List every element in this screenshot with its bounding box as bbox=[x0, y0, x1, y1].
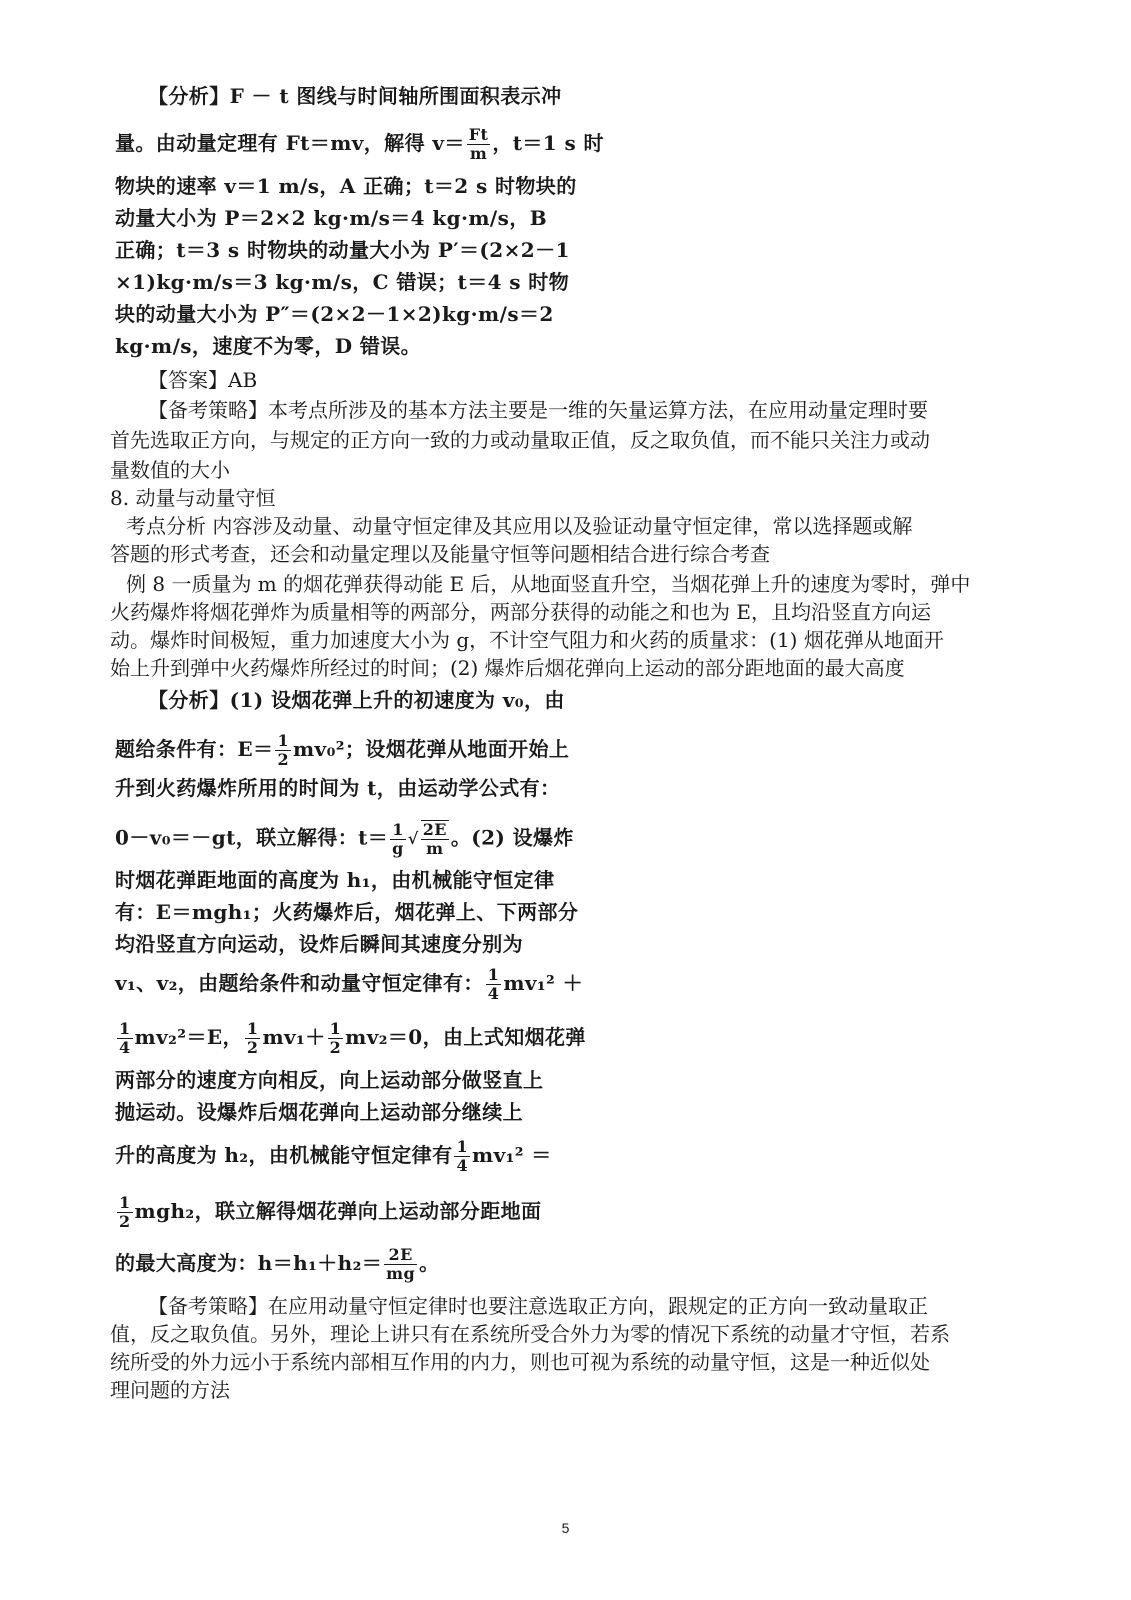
half-fraction bbox=[328, 1020, 344, 1057]
analysis1-line-4: 动量大小为 P＝2×2 kg·m/s＝4 kg·m/s，B bbox=[115, 206, 548, 230]
ft-over-m-fraction bbox=[467, 126, 491, 163]
fraction-numerator: 1 bbox=[390, 821, 406, 840]
fraction-denominator: 4 bbox=[487, 984, 500, 1003]
answer-line: 【答案】AB bbox=[148, 368, 258, 392]
fraction-numerator: 2E bbox=[384, 1246, 417, 1265]
example-line-4: 始上升到弹中火药爆炸所经过的时间；(2) 爆炸后烟花弹向上运动的部分距地面的最大高度 bbox=[110, 656, 905, 680]
analysis2-line-4 bbox=[115, 820, 574, 858]
fraction-denominator: 2 bbox=[329, 1038, 342, 1057]
fraction-numerator: 1 bbox=[456, 1137, 469, 1156]
strategy2-line-1: 【备考策略】在应用动量守恒定律时也要注意选取正方向，跟规定的正方向一致动量取正 bbox=[148, 1294, 928, 1318]
analysis1-line-3: 物块的速率 v＝1 m/s，A 正确；t＝2 s 时物块的 bbox=[115, 174, 577, 198]
fraction-numerator: 2E bbox=[422, 820, 447, 839]
strategy2-line-3: 统所受的外力远小于系统内部相互作用的内力，则也可视为系统的动量守恒，这是一种近似处 bbox=[110, 1350, 930, 1374]
analysis1-line-2-tail: ，t＝1 s 时 bbox=[492, 131, 604, 155]
analysis1-line-1: 【分析】F － t 图线与时间轴所围面积表示冲 bbox=[148, 84, 562, 108]
example-line-3: 动。爆炸时间极短，重力加速度大小为 g，不计空气阻力和火药的质量求：(1) 烟花弹从地面开 bbox=[110, 628, 944, 652]
fraction-denominator: 2 bbox=[119, 1212, 131, 1231]
fraction-denominator: 2 bbox=[246, 1038, 259, 1057]
analysis2-line-8 bbox=[115, 966, 583, 1003]
fraction-denominator: m bbox=[426, 839, 444, 858]
analysis1-line-2 bbox=[115, 126, 604, 163]
analysis2-line-9c: mv₂＝0，由上式知烟花弹 bbox=[345, 1025, 586, 1049]
fraction-numerator: 1 bbox=[119, 1019, 131, 1038]
fraction-numerator: 1 bbox=[277, 731, 289, 750]
analysis2-line-2b: mv₀²；设烟花弹从地面开始上 bbox=[293, 737, 570, 761]
analysis1-line-8: kg·m/s，速度不为零，D 错误。 bbox=[115, 334, 422, 358]
analysis2-line-14b: 。 bbox=[419, 1251, 440, 1275]
two-e-over-mg-fraction bbox=[384, 1246, 417, 1283]
analysis2-line-9 bbox=[115, 1020, 586, 1057]
analysis2-line-5: 时烟花弹距地面的高度为 h₁，由机械能守恒定律 bbox=[115, 868, 555, 892]
analysis2-line-13a: mgh₂，联立解得烟花弹向上运动部分距地面 bbox=[134, 1199, 542, 1223]
strategy2-line-4: 理问题的方法 bbox=[110, 1378, 230, 1402]
fraction-denominator: m bbox=[469, 144, 488, 163]
analysis2-line-3: 升到火药爆炸所用的时间为 t，由运动学公式有： bbox=[115, 776, 561, 800]
strategy2-line-2: 值，反之取负值。另外，理论上讲只有在系统所受合外力为零的情况下系统的动量才守恒，若系 bbox=[110, 1322, 950, 1346]
strategy1-line-1: 【备考策略】本考点所涉及的基本方法主要是一维的矢量运算方法，在应用动量定理时要 bbox=[148, 398, 928, 422]
fraction-numerator: 1 bbox=[119, 1193, 131, 1212]
analysis1-line-6: ×1)kg·m/s＝3 kg·m/s，C 错误；t＝4 s 时物 bbox=[115, 270, 570, 294]
strategy1-line-2: 首先选取正方向，与规定的正方向一致的力或动量取正值，反之取负值，而不能只关注力或动 bbox=[110, 428, 930, 452]
analysis2-line-12b: mv₁² ＝ bbox=[472, 1143, 552, 1167]
fraction-numerator: 1 bbox=[329, 1019, 342, 1038]
fraction-denominator: 2 bbox=[277, 750, 289, 769]
fraction-numerator: 1 bbox=[246, 1019, 259, 1038]
example-line-1: 例 8 一质量为 m 的烟花弹获得动能 E 后，从地面竖直升空，当烟花弹上升的速度为零时，弹中 bbox=[126, 572, 971, 596]
analysis2-line-9b: mv₁＋ bbox=[262, 1025, 326, 1049]
analysis2-line-8a: v₁、v₂，由题给条件和动量守恒定律有： bbox=[115, 971, 484, 995]
analysis2-line-10: 两部分的速度方向相反，向上运动部分做竖直上 bbox=[115, 1068, 544, 1092]
strategy1-line-3: 量数值的大小 bbox=[110, 458, 230, 482]
two-e-over-m-fraction bbox=[421, 820, 449, 858]
quarter-fraction bbox=[454, 1138, 470, 1175]
half-fraction bbox=[275, 732, 291, 769]
analysis2-line-9a: mv₂²＝E， bbox=[134, 1025, 243, 1049]
analysis2-line-1: 【分析】(1) 设烟花弹上升的初速度为 v₀，由 bbox=[148, 688, 565, 712]
analysis2-line-2a: 题给条件有：E＝ bbox=[115, 737, 274, 761]
analysis2-line-2 bbox=[115, 732, 569, 769]
analysis2-line-7: 均沿竖直方向运动，设炸后瞬间其速度分别为 bbox=[115, 932, 523, 956]
analysis2-line-11: 抛运动。设爆炸后烟花弹向上运动部分继续上 bbox=[115, 1100, 523, 1124]
analysis2-line-8b: mv₁² ＋ bbox=[503, 971, 583, 995]
quarter-fraction bbox=[486, 966, 502, 1003]
analysis1-line-5: 正确；t＝3 s 时物块的动量大小为 P′＝(2×2－1 bbox=[115, 238, 570, 262]
analysis2-line-12a: 升的高度为 h₂，由机械能守恒定律有 bbox=[115, 1143, 453, 1167]
fraction-numerator: Ft bbox=[468, 125, 489, 144]
analysis2-line-13 bbox=[115, 1194, 541, 1231]
sqrt-symbol: √ bbox=[407, 829, 419, 848]
fraction-denominator: mg bbox=[386, 1264, 416, 1283]
half-fraction bbox=[245, 1020, 261, 1057]
fraction-numerator: 1 bbox=[487, 965, 500, 984]
exam-analysis-line-2: 答题的形式考查，还会和动量定理以及能量守恒等问题相结合进行综合考查 bbox=[110, 542, 770, 566]
page-number: 5 bbox=[561, 1520, 570, 1536]
analysis2-line-12 bbox=[115, 1138, 552, 1175]
one-over-g-fraction bbox=[390, 821, 406, 858]
analysis2-line-14a: 的最大高度为：h＝h₁＋h₂＝ bbox=[115, 1251, 383, 1275]
analysis2-line-6: 有：E＝mgh₁；火药爆炸后，烟花弹上、下两部分 bbox=[115, 900, 579, 924]
section-title: 8. 动量与动量守恒 bbox=[110, 486, 276, 510]
analysis2-line-4b: 。(2) 设爆炸 bbox=[450, 825, 574, 850]
fraction-denominator: g bbox=[392, 838, 404, 858]
analysis2-line-4a: 0－v₀＝－gt，联立解得：t＝ bbox=[115, 825, 389, 850]
half-fraction bbox=[117, 1194, 133, 1231]
exam-analysis-line-1: 考点分析 内容涉及动量、动量守恒定律及其应用以及验证动量守恒定律，常以选择题或解 bbox=[126, 514, 913, 538]
fraction-denominator: 4 bbox=[119, 1038, 131, 1057]
fraction-denominator: 4 bbox=[456, 1156, 469, 1175]
analysis2-line-14 bbox=[115, 1246, 439, 1283]
analysis1-line-7: 块的动量大小为 P″＝(2×2－1×2)kg·m/s＝2 bbox=[115, 302, 554, 326]
analysis1-line-2-text: 量。由动量定理有 Ft＝mv，解得 v＝ bbox=[115, 131, 465, 155]
example-line-2: 火药爆炸将烟花弹炸为质量相等的两部分，两部分获得的动能之和也为 E，且均沿竖直方向运 bbox=[110, 600, 931, 624]
quarter-fraction bbox=[117, 1020, 133, 1057]
